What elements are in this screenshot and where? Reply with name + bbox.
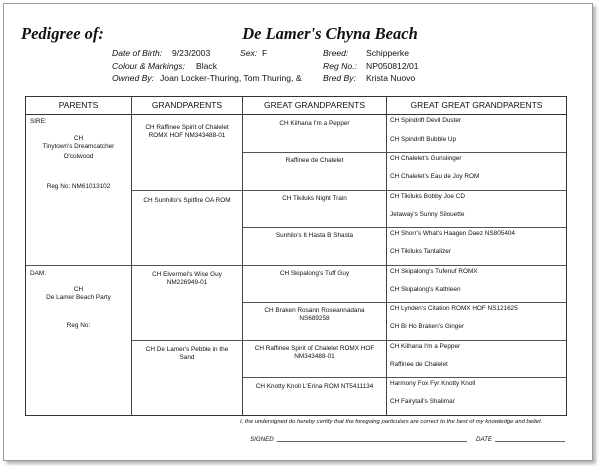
great-great-grandparent-4: CH Chalelet's Eau de Joy ROM bbox=[390, 173, 480, 180]
great-great-grandparent-8: CH Tikiluks Tantalizer bbox=[390, 248, 451, 255]
great-grandparent-5 bbox=[243, 270, 386, 278]
great-grandparent-5-line1: CH Skipalong's Tuff Guy bbox=[279, 270, 350, 277]
great-great-grandparent-13: CH Kilhana I'm a Pepper bbox=[390, 343, 461, 350]
great-great-grandparent-2: CH Spindrift Bubble Up bbox=[390, 136, 457, 143]
pedigree-table bbox=[25, 96, 567, 416]
column-divider bbox=[131, 97, 132, 415]
row-divider bbox=[132, 190, 242, 191]
great-great-grandparent-10: CH Skipalong's Kathleen bbox=[390, 286, 461, 293]
row-divider bbox=[387, 265, 566, 266]
row-divider bbox=[387, 377, 566, 378]
great-grandparent-1 bbox=[243, 120, 386, 128]
great-great-grandparent-1: CH Spindrift Devil Duster bbox=[390, 117, 462, 124]
grandparent-4 bbox=[132, 346, 242, 362]
grandparent-4-line1: CH De Lamer's Pebble in the bbox=[145, 346, 229, 353]
row-divider bbox=[387, 190, 566, 191]
date-line[interactable] bbox=[495, 441, 565, 442]
colour-row bbox=[112, 61, 217, 71]
dob-label: Date of Birth: bbox=[112, 48, 163, 58]
reg-row bbox=[323, 61, 419, 71]
row-divider bbox=[243, 227, 386, 228]
great-great-grandparent-12: CH Bi Ho Braken's Ginger bbox=[390, 323, 465, 330]
pedigree-label: Pedigree of: bbox=[21, 24, 104, 43]
great-great-grandparent-11: CH Lynden's Citation ROMX HOF NS121625 bbox=[390, 305, 518, 312]
dam-reg: Reg No: bbox=[66, 322, 91, 329]
grandparent-2 bbox=[132, 197, 242, 205]
great-grandparent-7-line1: CH Raffinee Spirit of Chalelet ROMX HOF bbox=[254, 345, 375, 352]
dam-label: DAM: bbox=[30, 270, 46, 277]
grandparent-2-line1: CH Sunhillo's Spitfire OA ROM bbox=[143, 197, 231, 204]
header-divider bbox=[26, 114, 566, 115]
great-great-grandparent-14: Raffinee de Chalelet bbox=[390, 361, 448, 368]
sire-label: SIRE: bbox=[30, 118, 47, 125]
row-divider bbox=[243, 377, 386, 378]
row-divider bbox=[387, 152, 566, 153]
row-divider bbox=[132, 265, 242, 266]
column-divider bbox=[242, 97, 243, 415]
great-great-grandparent-5: CH Tikiluks Bobby Joe CD bbox=[390, 193, 465, 200]
great-great-grandparent-7: CH Shorr's What's Haagen Daez NS805404 bbox=[390, 230, 515, 237]
great-grandparent-6-line1: CH Braken Rosann Roseannadana bbox=[264, 307, 365, 314]
breed-value: Schipperke bbox=[366, 48, 409, 58]
header-parents: PARENTS bbox=[58, 100, 99, 110]
great-grandparent-8 bbox=[243, 383, 386, 391]
row-divider bbox=[26, 265, 131, 266]
sire-title: CH bbox=[73, 135, 84, 142]
great-grandparent-2 bbox=[243, 157, 386, 165]
sex-row bbox=[240, 48, 267, 58]
owned-row bbox=[112, 73, 302, 83]
signed-label: SIGNED bbox=[250, 436, 274, 443]
grandparent-1 bbox=[132, 124, 242, 140]
row-divider bbox=[387, 227, 566, 228]
row-divider bbox=[387, 340, 566, 341]
date-label: DATE bbox=[476, 436, 493, 443]
grandparent-4-line2: Sand bbox=[179, 354, 195, 362]
great-grandparent-7-line2: NM343488-01 bbox=[294, 353, 335, 361]
row-divider bbox=[387, 302, 566, 303]
row-divider bbox=[243, 265, 386, 266]
dob-row bbox=[112, 48, 210, 58]
bred-label: Bred By: bbox=[323, 73, 356, 83]
dam-title: CH bbox=[73, 286, 84, 293]
sex-label: Sex: bbox=[240, 48, 258, 58]
dam-name: De Lamer Beach Party bbox=[46, 294, 111, 301]
breed-label: Breed: bbox=[323, 48, 349, 58]
great-grandparent-2-line1: Raffinee de Chalelet bbox=[285, 157, 344, 164]
great-grandparent-3-line1: CH Tikiluks Night Train bbox=[282, 195, 347, 202]
row-divider bbox=[132, 340, 242, 341]
row-divider bbox=[243, 190, 386, 191]
row-divider bbox=[243, 340, 386, 341]
reg-value: NP050812/01 bbox=[366, 61, 419, 71]
great-grandparent-6 bbox=[243, 307, 386, 323]
grandparent-3-line2: NM226949-01 bbox=[166, 279, 208, 287]
certification-statement: I, the undersigned do hereby certify that the foregoing particulars are correct to the best of my knowledge and belief. bbox=[240, 419, 543, 425]
row-divider bbox=[243, 152, 386, 153]
sex-value: F bbox=[262, 48, 268, 58]
breed-row bbox=[323, 48, 409, 58]
sire-name-line1: Tinytown's Dreamcatcher bbox=[42, 143, 115, 150]
great-great-grandparent-3: CH Chalelet's Gunslinger bbox=[390, 155, 462, 162]
signed-line[interactable] bbox=[277, 441, 467, 442]
owned-label: Owned By: bbox=[112, 73, 155, 83]
dob-value: 9/23/2003 bbox=[172, 48, 211, 58]
grandparent-3-line1: CH Elvermel's Wise Guy bbox=[152, 271, 222, 278]
sire-reg: Reg No: NM61013102 bbox=[46, 183, 111, 190]
owned-value: Joan Locker-Thuring, Tom Thuring, & bbox=[160, 73, 302, 83]
great-great-grandparent-6: Jetaway's Sunny Silouette bbox=[390, 211, 465, 218]
colour-label: Colour & Markings: bbox=[112, 61, 186, 71]
grandparent-1-line1: CH Raffinee Spirit of Chalelet bbox=[145, 124, 229, 131]
column-divider bbox=[386, 97, 387, 415]
colour-value: Black bbox=[196, 61, 218, 71]
great-great-grandparent-15: Harmony Fox Fyr Knotty Knoll bbox=[390, 380, 476, 387]
header-great-grandparents: GREAT GRANDPARENTS bbox=[263, 100, 366, 110]
great-grandparent-8-line1: CH Knotty Knoll L'Erina ROM NT5411134 bbox=[255, 383, 374, 390]
great-grandparent-4 bbox=[243, 232, 386, 240]
great-grandparent-3 bbox=[243, 195, 386, 203]
grandparent-1-line2: ROMX HOF NM343488-01 bbox=[148, 132, 226, 140]
bred-value: Krista Nuovo bbox=[366, 73, 416, 83]
great-great-grandparent-9: CH Skipalong's Tufenuf ROMX bbox=[390, 268, 478, 275]
grandparent-3 bbox=[132, 271, 242, 287]
great-grandparent-7 bbox=[243, 345, 386, 361]
great-grandparent-4-line1: Sunhilo's It Hasta B Shasta bbox=[275, 232, 354, 239]
reg-label: Reg No.: bbox=[323, 61, 357, 71]
header-great-great-grandparents: GREAT GREAT GRANDPARENTS bbox=[410, 100, 543, 110]
dog-name: De Lamer's Chyna Beach bbox=[242, 24, 418, 43]
sire-name-line2: O'colwood bbox=[63, 153, 94, 160]
great-grandparent-6-line2: NS689258 bbox=[299, 315, 330, 323]
great-grandparent-1-line1: CH Kilhana I'm a Pepper bbox=[279, 120, 350, 127]
row-divider bbox=[243, 302, 386, 303]
great-great-grandparent-16: CH Fairytail's Shalimar bbox=[390, 398, 455, 405]
bred-row bbox=[323, 73, 415, 83]
header-grandparents: GRANDPARENTS bbox=[151, 100, 223, 110]
